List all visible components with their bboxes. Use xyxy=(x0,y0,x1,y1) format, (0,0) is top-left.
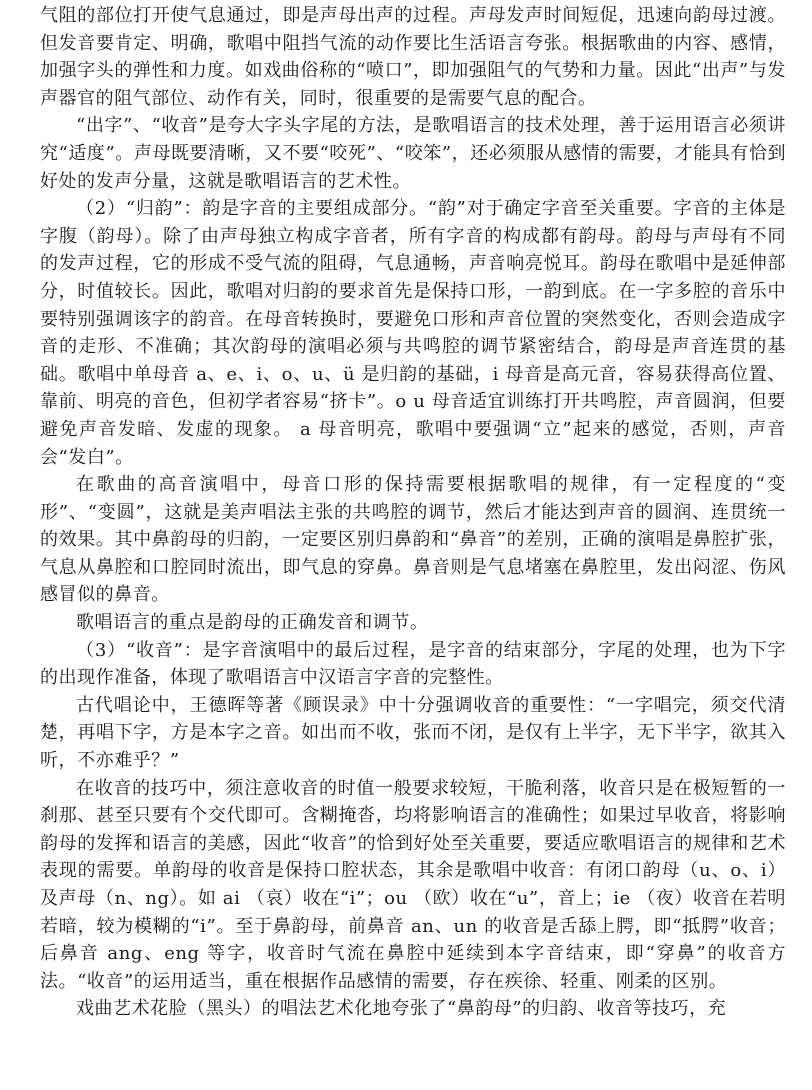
body-paragraph: 气阻的部位打开使气息通过，即是声母出声的过程。声母发声时间短促，迅速向韵母过渡。但发音要肯定、明确，歌唱中阻挡气流的动作要比生活语言夸张。根据歌曲的内容、感情，加强字头的弹性和力度。如戏曲俗称的“喷口”，即加强阻气的气势和力量。因此“出声”与发声器官的阻气部位、动作有关，同时，很重要的是需要气息的配合。 xyxy=(40,5,786,109)
body-paragraph: 在收音的技巧中，须注意收音的时值一般要求较短，干脆利落，收音只是在极短暂的一刹那、甚至只要有个交代即可。含糊掩沓，均将影响语言的准确性；如果过早收音，将影响韵母的发挥和语言的美感，因此“收音”的恰到好处至关重要，要适应歌唱语言的规律和艺术表现的需要。单韵母的收音是保持口腔状态，其余是歌唱中收音：有闭口韵母（u、o、i）及声母（n、ng）。如 ai （哀）收在“i”；ou （欧）收在“u”，音上；ie （夜）收音在若明若暗，较为模糊的“i”。至于鼻韵母，前鼻音 an、un 的收音是舌舔上腭，即“抵腭”收音；后鼻音 ang、eng 等字，收音时气流在鼻腔中延续到本字音结束，即“穿鼻”的收音方法。“收音”的运用适当，重在根据作品感情的需要，存在疾徐、轻重、刚柔的区别。 xyxy=(40,777,786,992)
body-paragraph-truncated: 戏曲艺术花脸（黑头）的唱法艺术化地夸张了“鼻韵母”的归韵、收音等技巧，充 xyxy=(76,998,727,1020)
body-paragraph-quote: 古代唱论中，王德晖等著《顾误录》中十分强调收音的重要性：“一字唱完，须交代清楚，再唱下字，方是本字之音。如出而不收，张而不闭，是仅有上半字，无下半字，欲其入听，不亦难乎？” xyxy=(40,694,786,772)
body-paragraph: 在歌曲的高音演唱中，母音口形的保持需要根据歌唱的规律，有一定程度的“变形”、“变圆”，这就是美声唱法主张的共鸣腔的调节，然后才能达到声音的圆润、连贯统一的效果。其中鼻韵母的归韵，一定要区别归鼻韵和“鼻音”的差别，正确的演唱是鼻腔扩张，气息从鼻腔和口腔同时流出，即气息的穿鼻。鼻音则是气息堵塞在鼻腔里，发出闷涩、伤风感冒似的鼻音。 xyxy=(40,474,786,606)
body-paragraph: “出字”、“收音”是夸大字头字尾的方法，是歌唱语言的技术处理，善于运用语言必须讲究“适度”。声母既要清晰，又不要“咬死”、“咬笨”，还必须服从感情的需要，才能具有恰到好处的发声分量，这就是歌唱语言的艺术性。 xyxy=(40,115,786,192)
body-paragraph-shouyin: （3）“收音”：是字音演唱中的最后过程，是字音的结束部分，字尾的处理，也为下字的出现作准备，体现了歌唱语言中汉语言字音的完整性。 xyxy=(40,639,786,689)
body-paragraph-guiyun: （2）“归韵”：韵是字音的主要组成部分。“韵”对于确定字音至关重要。字音的主体是字腹（韵母）。除了由声母独立构成字音者，所有字音的构成都有韵母。韵母与声母有不同的发声过程，它的形成不受气流的阻碍，气息通畅，声音响亮悦耳。韵母在歌唱中是延伸部分，时值较长。因此，歌唱对归韵的要求首先是保持口形，一韵到底。在一字多腔的音乐中要特别强调该字的韵音。在母音转换时，要避免口形和声音位置的突然变化，否则会造成字音的走形、不准确；其次韵母的演唱必须与共鸣腔的调节紧密结合，韵母是声音连贯的基础。歌唱中单母音 a、e、i、o、u、ü 是归韵的基础，i 母音是高元音，容易获得高位置、靠前、明亮的音色，但初学者容易“挤卡”。o u 母音适宜训练打开共鸣腔，声音圆润，但要避免声音发暗、发虚的现象。 a 母音明亮，歌唱中要强调“立”起来的感觉，否则，声音会“发白”。 xyxy=(40,198,786,468)
body-paragraph: 歌唱语言的重点是韵母的正确发音和调节。 xyxy=(76,612,429,634)
